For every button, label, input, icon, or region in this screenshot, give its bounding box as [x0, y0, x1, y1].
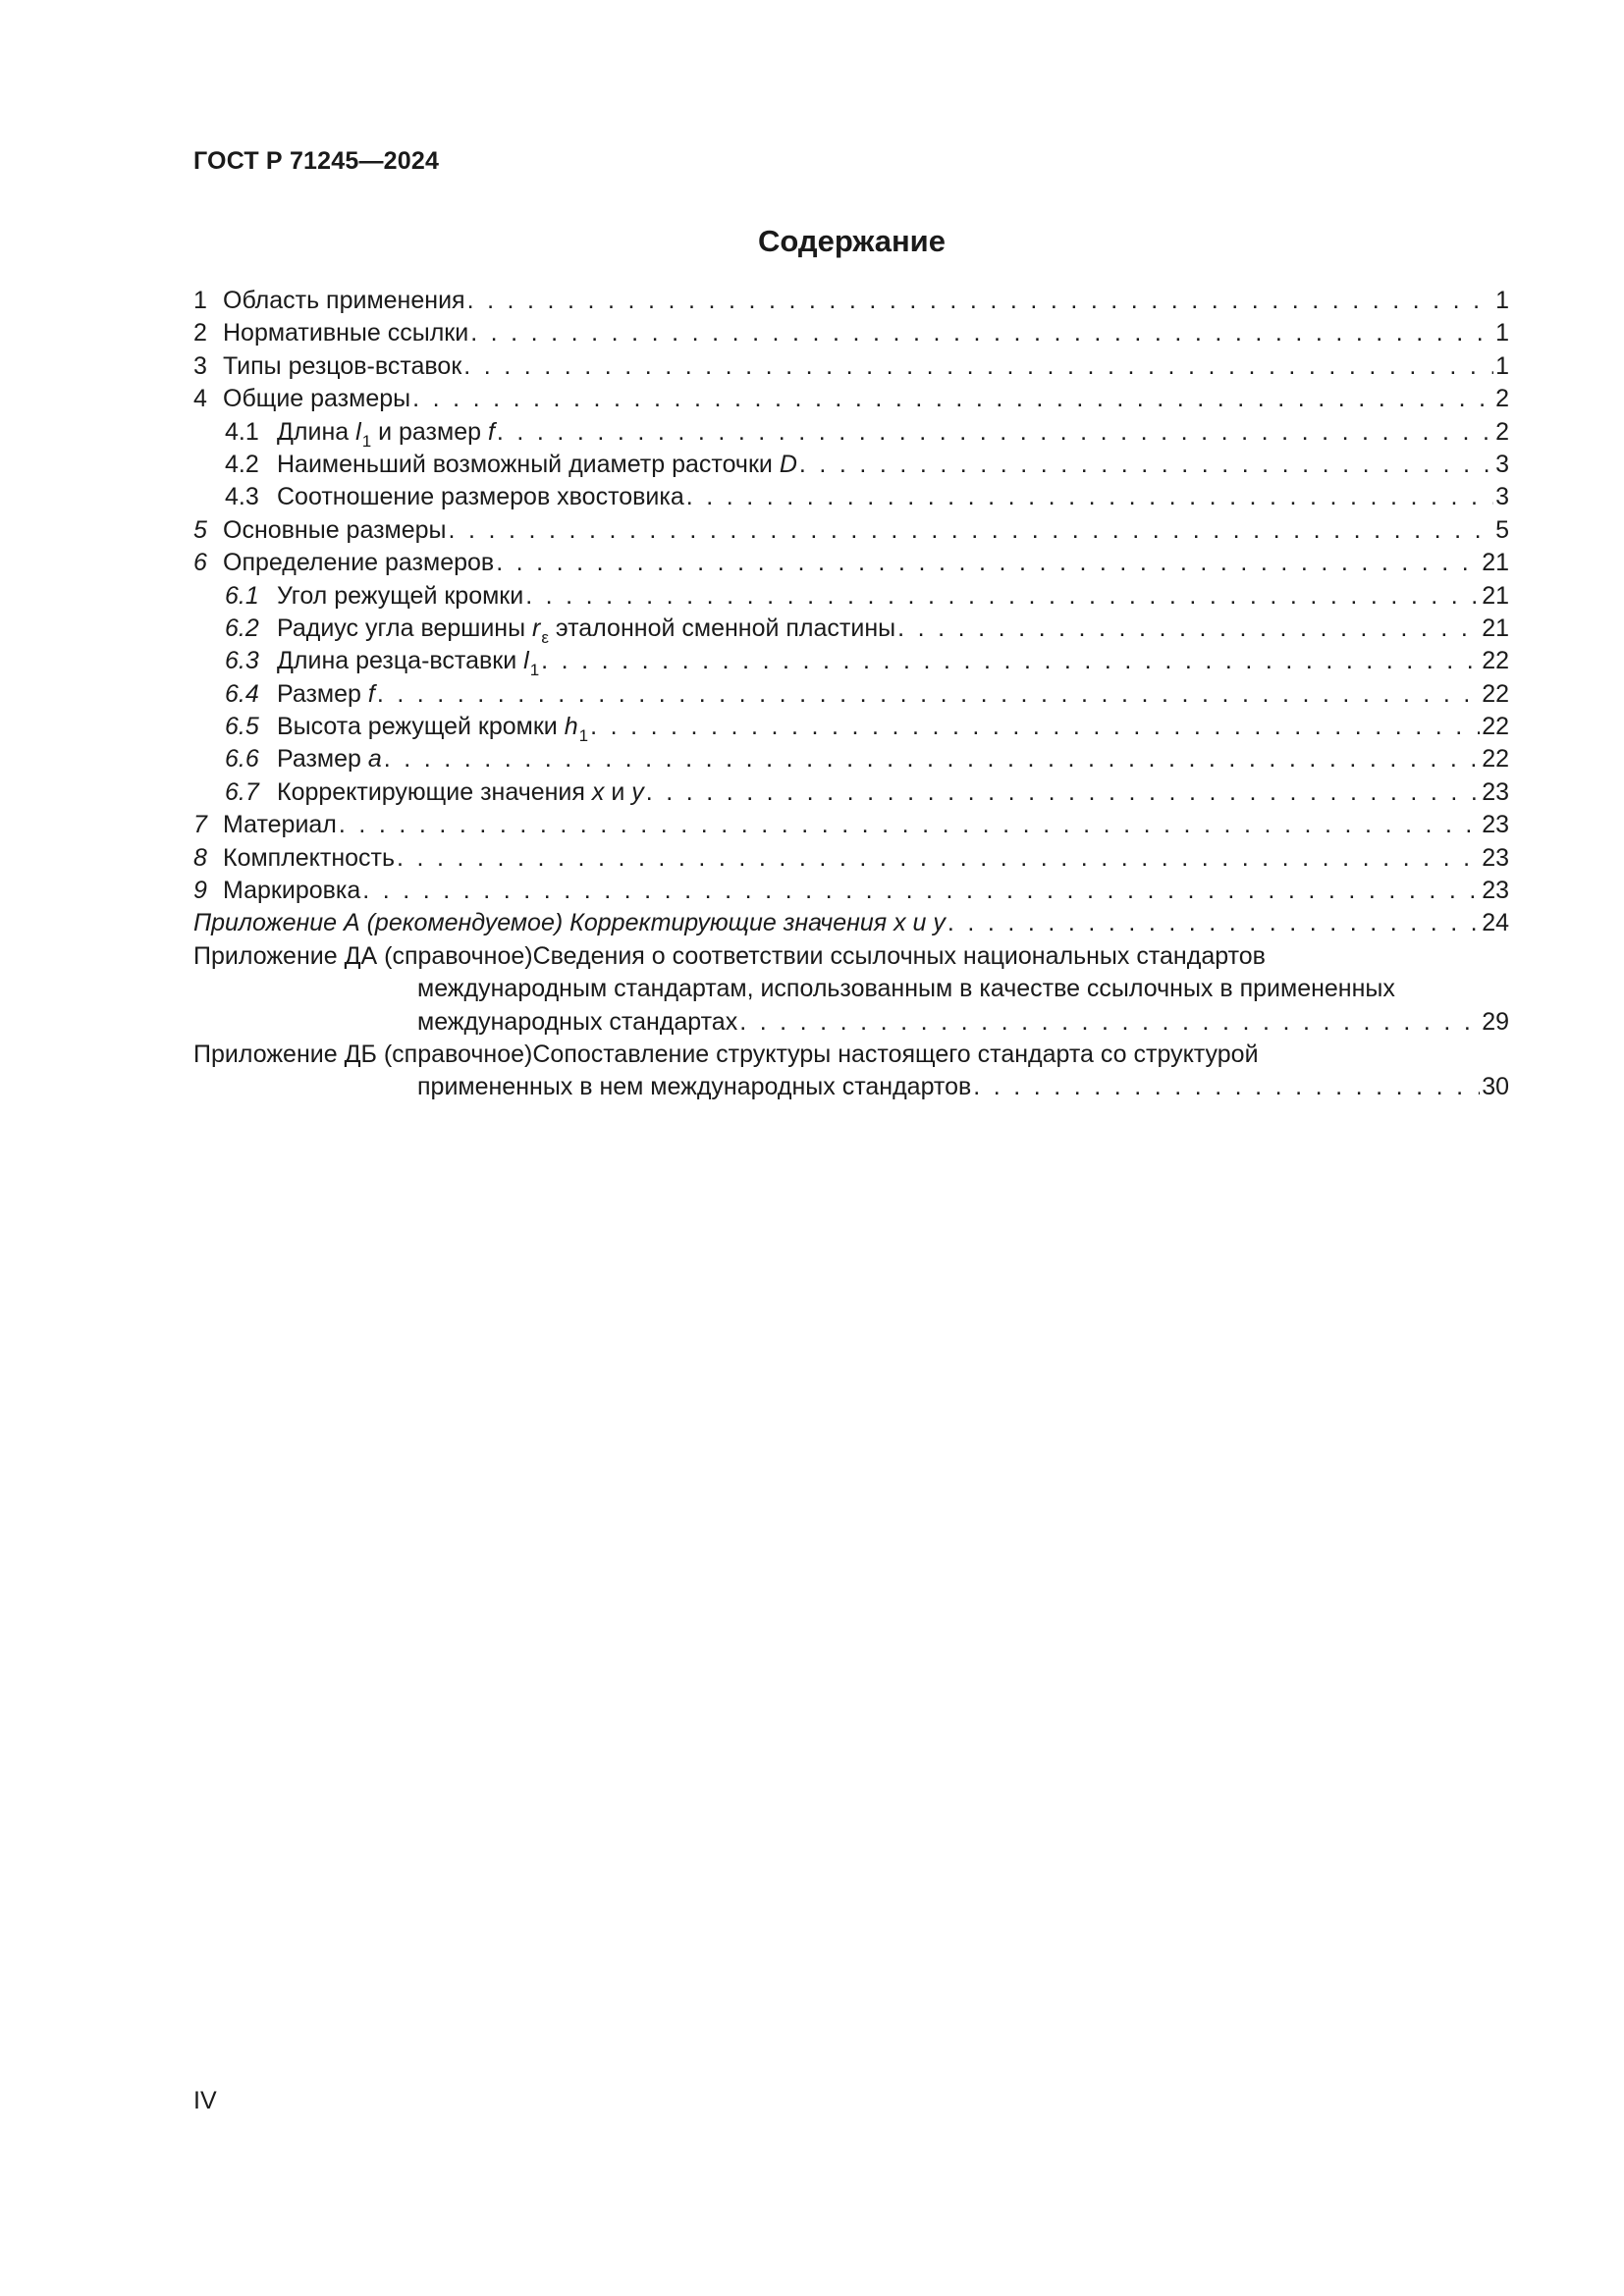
toc-entry-page: 5	[1495, 515, 1509, 544]
subscript: 1	[529, 661, 540, 680]
appendix-title-line: Сопоставление структуры настоящего стандарта со структурой	[532, 1040, 1259, 1068]
toc-entry-6-6[interactable]	[193, 743, 1509, 775]
toc-leader-dots	[339, 809, 1480, 841]
toc-entry-6[interactable]	[193, 547, 1509, 579]
toc-leader-dots	[686, 481, 1493, 513]
toc-entry-label: Типы резцов-вставок	[223, 351, 462, 380]
toc-entry-6-2[interactable]	[193, 613, 1509, 645]
toc-entry-number: 6	[193, 549, 207, 577]
toc-entry-1[interactable]	[193, 285, 1509, 317]
page-folio: IV	[193, 2087, 217, 2114]
label-text: и	[604, 777, 632, 806]
toc-entry-number: 6.7	[225, 777, 259, 806]
variable-symbol: h	[564, 713, 578, 741]
toc-entry-4-3[interactable]	[193, 481, 1509, 513]
toc-entry-page: 23	[1482, 843, 1509, 872]
toc-entry-label: Комплектность	[223, 843, 396, 872]
toc-leader-dots	[497, 416, 1493, 449]
toc-entry-page: 22	[1482, 745, 1509, 774]
toc-entry-number: 6.3	[225, 647, 259, 675]
toc-entry-number: 3	[193, 351, 207, 380]
appendix-title-line: Сведения о соответствии ссылочных национальных стандартов	[532, 941, 1266, 970]
appendix-heading: Приложение ДА (справочное)	[193, 941, 533, 970]
toc-appendix-da[interactable]	[193, 940, 1509, 1039]
variable-symbol: l	[355, 417, 361, 446]
variable-symbol: f	[367, 679, 375, 708]
appendix-line	[193, 1039, 1509, 1071]
toc-leader-dots	[449, 514, 1494, 547]
subscript: ε	[541, 627, 549, 647]
toc-entry-label	[277, 613, 895, 647]
appendix-line	[193, 1071, 1509, 1103]
toc-entry-4-1[interactable]	[193, 416, 1509, 449]
appendix-title-line: международных стандартах	[417, 1007, 738, 1036]
label-text: Высота режущей кромки	[277, 713, 565, 741]
variable-symbol: l	[523, 647, 529, 675]
toc-entry-page: 23	[1482, 811, 1509, 839]
toc-leader-dots	[646, 776, 1480, 809]
toc-entry-label: Приложение А (рекомендуемое) Корректирующие значения x и y	[193, 909, 946, 937]
toc-entry-2[interactable]	[193, 317, 1509, 349]
toc-entry-label: Определение размеров	[223, 549, 495, 577]
appendix-title-line: международным стандартам, использованным в качестве ссылочных в примененных	[417, 975, 1395, 1003]
toc-entry-page: 22	[1482, 713, 1509, 741]
toc-leader-dots	[467, 285, 1494, 317]
toc-entry-label	[277, 743, 382, 775]
toc-entry-label: Угол режущей кромки	[277, 581, 524, 610]
toc-entry-page: 3	[1495, 483, 1509, 511]
toc-entry-number: 4.3	[225, 483, 259, 511]
toc-entry-9[interactable]	[193, 875, 1509, 907]
toc-entry-6-3[interactable]	[193, 645, 1509, 680]
label-text: Корректирующие значения	[277, 777, 592, 806]
toc-entry-page: 22	[1482, 679, 1509, 708]
toc-entry-number: 7	[193, 811, 207, 839]
toc-entry-5[interactable]	[193, 514, 1509, 547]
toc-entry-page: 21	[1482, 614, 1509, 642]
toc-entry-8[interactable]	[193, 842, 1509, 875]
toc-entry-label: Общие размеры	[223, 385, 411, 413]
toc-entry-label: Основные размеры	[223, 515, 447, 544]
variable-symbol: y	[631, 777, 644, 806]
toc-leader-dots	[384, 743, 1480, 775]
subscript: 1	[361, 431, 372, 451]
variable-symbol: x	[591, 777, 605, 806]
toc-entry-page: 23	[1482, 777, 1509, 806]
toc-entry-number: 4.2	[225, 450, 259, 478]
toc-leader-dots	[947, 907, 1480, 939]
toc-entry-4-2[interactable]	[193, 449, 1509, 481]
toc-entry-number: 6.4	[225, 679, 259, 708]
toc-entry-page: 21	[1482, 581, 1509, 610]
appendix-title-line: примененных в нем международных стандартов	[417, 1073, 972, 1101]
variable-symbol: D	[779, 450, 797, 478]
label-text: Длина	[277, 417, 356, 446]
toc-entry-label: Материал	[223, 811, 337, 839]
toc-leader-dots	[412, 383, 1493, 415]
toc-entry-number: 9	[193, 877, 207, 905]
toc-entry-number: 6.5	[225, 713, 259, 741]
toc-leader-dots	[470, 317, 1493, 349]
appendix-heading: Приложение ДБ (справочное)	[193, 1040, 533, 1068]
toc-leader-dots	[496, 547, 1480, 579]
toc-leader-dots	[463, 350, 1493, 383]
page-title: Содержание	[758, 224, 946, 258]
toc-entry-number: 5	[193, 515, 207, 544]
toc-entry-6-1[interactable]	[193, 580, 1509, 613]
toc-entry-label	[277, 645, 539, 679]
label-text: и размер	[371, 417, 488, 446]
label-text: Длина резца-вставки	[277, 647, 524, 675]
toc-entry-number: 6.6	[225, 745, 259, 774]
toc-leader-dots	[525, 580, 1480, 613]
toc-entry-7[interactable]	[193, 809, 1509, 841]
toc-entry-page: 21	[1482, 549, 1509, 577]
toc-leader-dots	[973, 1071, 1480, 1103]
toc-entry-page: 23	[1482, 877, 1509, 905]
toc-entry-4[interactable]	[193, 383, 1509, 415]
toc-entry-page: 1	[1495, 351, 1509, 380]
toc-leader-dots	[397, 842, 1480, 875]
variable-symbol: r	[532, 614, 541, 642]
toc-entry-3[interactable]	[193, 350, 1509, 383]
toc-entry-number: 8	[193, 843, 207, 872]
toc-entry-label: Нормативные ссылки	[223, 319, 469, 347]
toc-entry-page: 30	[1482, 1073, 1509, 1101]
toc-appendix-a[interactable]	[193, 907, 1509, 939]
toc-entry-label: Область применения	[223, 287, 465, 314]
toc-entry-label	[277, 711, 588, 745]
toc-entry-page: 1	[1495, 287, 1509, 314]
toc-leader-dots	[362, 875, 1480, 907]
label-text: Радиус угла вершины	[277, 614, 533, 642]
label-text: Размер	[277, 679, 368, 708]
toc-leader-dots	[739, 1006, 1480, 1039]
toc-entry-number: 4.1	[225, 417, 259, 446]
toc-leader-dots	[377, 678, 1480, 711]
toc-entry-number: 6.1	[225, 581, 259, 610]
table-of-contents	[193, 285, 1509, 1104]
subscript: 1	[578, 726, 589, 746]
toc-entry-page: 2	[1495, 417, 1509, 446]
toc-entry-number: 2	[193, 319, 207, 347]
toc-entry-number: 6.2	[225, 614, 259, 642]
appendix-line	[193, 973, 1509, 1005]
toc-leader-dots	[799, 449, 1493, 481]
label-text: эталонной сменной пластины	[548, 614, 896, 642]
label-text: Размер	[277, 745, 368, 774]
toc-entry-label	[277, 776, 644, 809]
toc-leader-dots	[541, 645, 1480, 677]
variable-symbol: f	[487, 417, 495, 446]
toc-leader-dots	[897, 613, 1480, 645]
label-text: Наименьший возможный диаметр расточки	[277, 450, 780, 478]
toc-entry-page: 3	[1495, 450, 1509, 478]
toc-entry-number: 4	[193, 385, 207, 413]
toc-entry-page: 24	[1482, 909, 1509, 937]
appendix-line	[193, 940, 1509, 973]
toc-entry-number: 1	[193, 287, 207, 314]
toc-entry-label	[277, 678, 375, 711]
toc-entry-label	[277, 449, 797, 481]
toc-appendix-db[interactable]	[193, 1039, 1509, 1104]
appendix-line	[193, 1006, 1509, 1039]
toc-entry-label: Маркировка	[223, 877, 361, 905]
variable-symbol: a	[367, 745, 382, 774]
toc-entry-6-5[interactable]	[193, 711, 1509, 746]
document-code: ГОСТ Р 71245—2024	[193, 147, 440, 175]
toc-entry-page: 22	[1482, 647, 1509, 675]
toc-entry-6-7[interactable]	[193, 776, 1509, 809]
toc-entry-page: 1	[1495, 319, 1509, 347]
toc-entry-page: 2	[1495, 385, 1509, 413]
toc-entry-page: 29	[1482, 1007, 1509, 1036]
toc-leader-dots	[590, 711, 1480, 743]
toc-entry-6-4[interactable]	[193, 678, 1509, 711]
toc-entry-label	[277, 416, 495, 451]
toc-entry-label: Соотношение размеров хвостовика	[277, 483, 684, 511]
